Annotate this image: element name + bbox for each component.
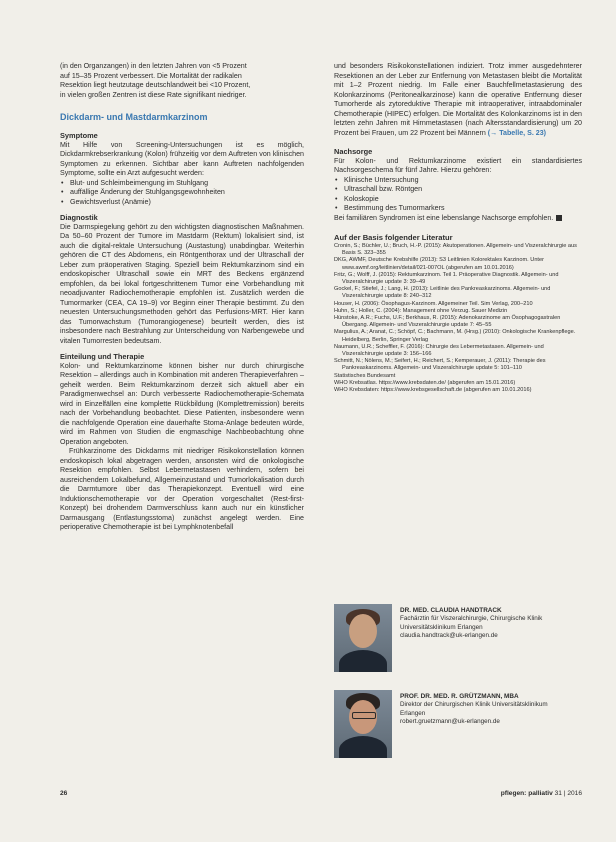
symptoms-heading: Symptome [60,131,98,140]
literature-entry: Naumann, U.R.; Scheffler, F. (2016): Chirurgie des Lebermetastasen. Allgemein- und Viszeralchirurgie update 3: 156–166 [334,343,544,358]
author-affiliation: Fachärztin für Viszeralchirurgie, Chirurgische Klinik [400,615,543,622]
list-item: • Bestimmung des Tumormarkers [334,204,582,214]
literature-entry: Statistisches Bundesamt [334,372,396,379]
continued-text: und besonders Risikokonstellationen indiziert. Trotz immer ausgedehnterer Resektionen an der Leber zur Entfernung von Metastasen bleibt die Mortalität mit 1–2 Prozent niedrig. Im Falle einer Bauchfellmetastasierung des Kolonkarzinoms (Peritonealkarzinose) kann die operative Entfernung dieser Tumorherde als zytoreduktive Therapie mit intraoperativer, intraabdominaler Chemotherapie (HIPEC) erfolgen. Die Mortalität des Kolonkarzinoms ist in den letzten zehn Jahren mit Hirnmetastasen (nach Altersstandardisierung) um 20 Prozent bei Frauen, um 22 Prozent bei Männern [334,62,582,137]
page-footer [60,790,582,800]
author-card [334,690,584,762]
list-item: • Blut- und Schleimbeimengung im Stuhlgang [60,179,304,189]
author-email-link[interactable]: robert.gruetzmann@uk-erlangen.de [400,718,500,726]
author-photo [334,690,392,758]
therapy-paragraph: Frühkarzinome des Dickdarms mit niedriger Risikokonstellation können endoskopisch lokal abgetragen werden, ansonsten wird die onkologische Resektion empfohlen. Selbst Lebermetastasen verhindern, sofern bei ausreichendem Lokalbefund, Allgemeinzustand und Tumorlokalisation durch die Darmtumore über das Therapiekonzept. Eventuell wird eine Induktionschemotherapie vor der Operation vorgeschaltet (Rest-first-Konzept) bei drohendem Darmverschluss kann auch nur ein künstlicher Darmausgang (Entlastungsstoma) zunächst angelegt werden. Eine perioperative Chemotherapie ist bei Lymphknotenbefall [60,447,304,531]
literature-entry: WHO Krebsatlas. https://www.krebsdaten.de/ (abgerufen am 15.01.2016) [334,379,516,386]
literature-list [334,243,582,394]
page-number: 26 [60,790,68,797]
intro-line: in vielen großen Zentren ist diese Rate signifikant niedriger. [60,90,247,99]
left-column [60,62,304,533]
list-item: • Ultraschall bzw. Röntgen [334,185,582,195]
author-name: PROF. DR. MED. R. GRÜTZMANN, MBA [400,693,519,700]
literature-entry: Gockel, F.; Stiefel, J.; Lang, H. (2013): Leitlinie des Pankreaskarzinoms. Allgemein- und Viszeralchirurgie update 8: 240–312 [334,286,551,300]
author-details [400,606,584,641]
author-affiliation: Erlangen [400,709,426,717]
right-column [334,62,582,394]
list-item: • auffällige Änderung der Stuhlgangsgewohnheiten [60,188,304,198]
author-affiliation: Universitätsklinikum Erlangen [400,623,483,631]
diagnosis-heading: Diagnostik [60,213,98,222]
symptoms-list [60,179,304,208]
aftercare-heading: Nachsorge [334,147,373,156]
symptoms-paragraph: Mit Hilfe von Screening-Untersuchungen ist es möglich, Dickdarmkrebserkrankung (Kolon) frühzeitig vor dem Auftreten von klinischen Symptomen zu erkennen. Sichtbar aber kann Auftreten nachfolgenden Symptome, sollte ein Arzt aufgesucht werden: [60,140,304,177]
literature-entry: Hünstoke, A.R.; Fuchs, U.F.; Berkhaus, R. (2015): Adenokarzinome am Ösophagogastralen Übergang. Allgemein- und Viszeralchirurgie update 7: 45–55 [334,315,561,329]
journal-issue: 31 | 2016 [554,790,582,797]
intro-line: (in den Organzangen) in den letzten Jahren von <5 Prozent [60,62,247,70]
literature-entry: Huhn, S.; Holler, C. (2004): Management ohne Verzug. Sauer Medizin [334,307,508,314]
literature-entry: Margulius, A.; Aranat, C.; Schöpf, C.; Bachmann, M. (Hrsg.) (2010): Onkologische Krankenpflege. Heidelberg, Berlin, Springer Verlag [334,329,576,343]
author-photo [334,604,392,672]
literature-entry: Schmitt, N.; Nölens, M.; Seifert, H.; Reichert, S.; Kemperauer, J. (2011): Therapie des Pankreaskarzinoms. Allgemein- und Viszeralchirurgie update 5: 101–110 [334,358,546,372]
list-item: • Klinische Untersuchung [334,176,582,186]
literature-entry: WHO Krebsdaten: https://www.krebsgesellschaft.de (abgerufen am 10.01.2016) [334,387,532,394]
author-name: DR. MED. CLAUDIA HANDTRACK [400,607,502,614]
therapy-heading: Einteilung und Therapie [60,352,145,361]
author-email-link[interactable]: claudia.handtrack@uk-erlangen.de [400,632,498,640]
literature-entry: DKG, AWMF, Deutsche Krebshilfe (2013): S3 Leitlinien Kolorektales Karzinom. Unter www.awmf.org/leitlinien/detail/021-007OL (abgerufen am 10.01.2016) [334,257,544,271]
diagnosis-paragraph: Die Darmspiegelung gehört zu den wichtigsten diagnostischen Maßnahmen. Da 50–60 Prozent der Tumore im Mastdarm (Rektum) lokalisiert sind, ist auch die digital-rektale Untersuchung (Austastung) unabdingbar. Weiterhin gehören die CT des Abdomens, ein Röntgenthorax und der Ultraschall der Leber zum präoperativen Staging. Speziell beim Rektumkarzinom sind ein endoskopischer Ultraschall sowie ein MRT des Beckens ergänzend empfohlen, da bei lokal fortgeschrittenem Tumor eine Vorbehandlung mit neoadjuvanter Radiochemotherapie empfohlen ist. Zusätzlich werden die Tumormarker (CEA, CA 19–9) vor Beginn einer Therapie bestimmt. Zu den neuesten Untersuchungsmethoden gehört das Perfusions-MRT. Hier kann das Tumorwachstum (Tumorangiogenese) beurteilt werden, dies ist insbesondere nach Bestrahlung zur Unterscheidung von Narbengewebe und vitalen Tumorresten bedeutsam. [60,222,304,345]
literature-heading: Auf der Basis folgender Literatur [334,233,453,242]
journal-info [501,790,582,797]
aftercare-paragraph: Für Kolon- und Rektumkarzinome existiert ein standardisiertes Nachsorgeschema für fünf Jahre. Hierzu gehören: [334,156,582,174]
therapy-paragraph: Kolon- und Rektumkarzinome können bisher nur durch chirurgische Resektion – allerdings auch in Kombination mit anderen Therapieverfahren – geheilt werden. Beim Rektumkarzinom derzeit sich aktuell aber ein Paradigmenwechsel an: Durch verbesserte Radiochemotherapie-Schemata wird in Einzelfällen eine komplette Rückbildung (Komplettremission) bereits nach der Vorbehandlung beobachtet. Diese Patienten, insbesondere wenn die nachfolgende Operation eine dauerhafte Stoma-Anlage bedeuten würde, wird im Rahmen von Studien die engmaschige Nachbeobachtung ohne Operation angeboten. [60,361,304,446]
journal-name: pflegen: palliativ [500,790,553,797]
intro-line: Resektion liegt heutzutage deutschlandweit bei <10 Prozent, [60,81,251,89]
continued-paragraph [334,62,582,138]
literature-entry: Fritz, G.; Wolff, J. (2015): Rektumkarzinom. Teil 1. Präoperative Diagnostik. Allgemein- und Viszeralchirurgie update 3: 39–49 [334,271,559,286]
end-of-article-icon [556,215,562,221]
list-item: • Gewichtsverlust (Anämie) [60,198,304,208]
author-affiliation: Direktor der Chirurgischen Klinik Universitätsklinikum [400,701,548,708]
author-details [400,692,584,727]
table-reference-link[interactable]: (→ Tabelle, S. 23) [487,128,547,137]
literature-entry: Houser, H. (2006): Ösophagus-Karzinom. Allgemeiner Teil. Sim Verlag, 200–210 [334,300,533,307]
list-item: • Koloskopie [334,195,582,205]
section-title: Dickdarm- und Mastdarmkarzinom [60,112,208,122]
intro-line: auf 15–35 Prozent verbessert. Die Mortalität der radikalen [60,71,242,80]
aftercare-end-text: Bei familiären Syndromen ist eine lebenslange Nachsorge empfohlen. [334,213,554,222]
glasses-icon [352,712,376,719]
aftercare-list [334,176,582,214]
literature-entry: Cronin, S.; Büchler, U.; Bruch, H.-P. (2015): Akutoperationen. Allgemein- und Viszeralchirurgie aus Basis S. 323–355 [334,243,577,257]
aftercare-end-paragraph [334,214,582,224]
author-card [334,604,584,676]
